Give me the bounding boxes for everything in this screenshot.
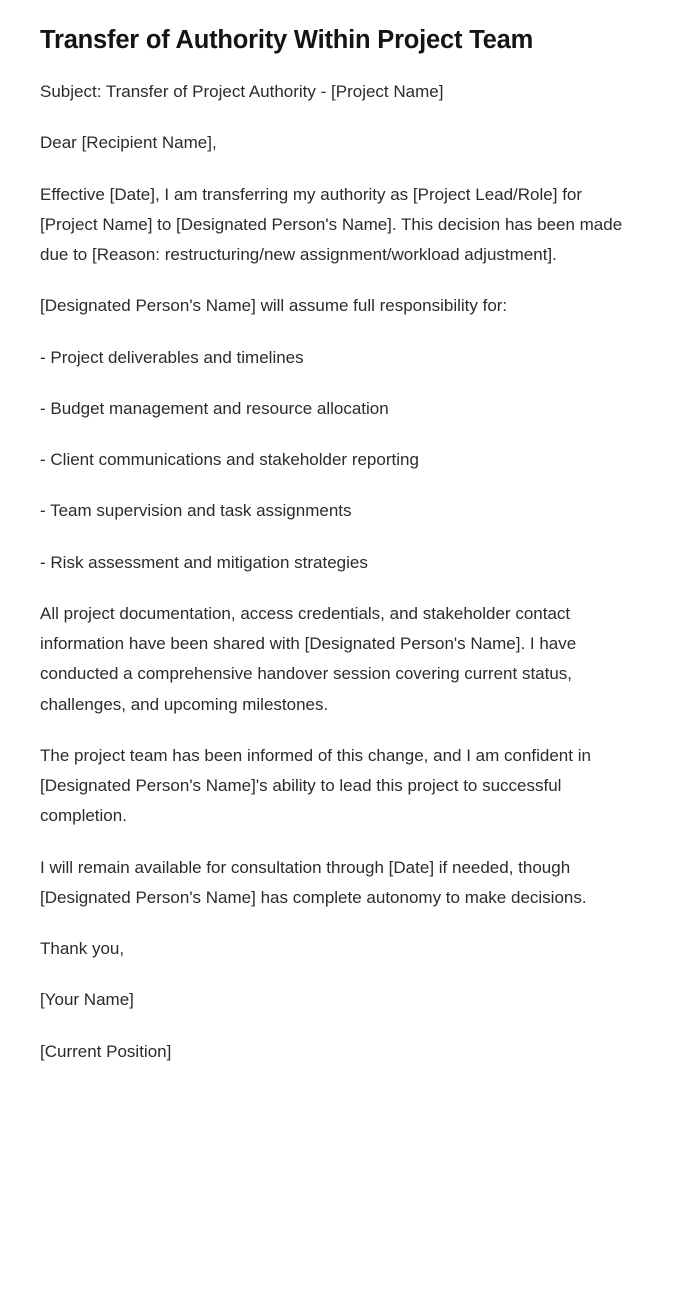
- paragraph-team-informed: The project team has been informed of this change, and I am confident in [Designated Person's Name]'s ability to lead this project to successful completion.: [40, 745, 591, 826]
- paragraph-effective-transfer: Effective [Date], I am transferring my authority as [Project Lead/Role] for [Project Name] to [Designated Person's Name]. This decision has been made due to [Reason: restructuring/new assignment/workload adjustment].: [40, 184, 623, 265]
- responsibility-item: - Team supervision and task assignments: [40, 501, 352, 521]
- paragraph-handover: All project documentation, access credentials, and stakeholder contact information have been shared with [Designated Person's Name]. I have conducted a comprehensive handover session covering current status, challenges, and upcoming milestones.: [40, 603, 577, 714]
- closing-thanks: Thank you,: [40, 939, 125, 959]
- responsibility-item: - Project deliverables and timelines: [40, 347, 304, 367]
- closing-signature-name: [Your Name]: [40, 990, 134, 1010]
- page-title: Transfer of Authority Within Project Team: [40, 26, 534, 54]
- paragraph-responsibility-intro: [Designated Person's Name] will assume full responsibility for:: [40, 296, 508, 316]
- paragraph-availability: I will remain available for consultation through [Date] if needed, though [Designated Person's Name] has complete autonomy to make decisions.: [40, 857, 587, 907]
- subject-line: Subject: Transfer of Project Authority - [Project Name]: [40, 82, 444, 102]
- closing-signature-position: [Current Position]: [40, 1041, 172, 1061]
- responsibility-item: - Client communications and stakeholder reporting: [40, 450, 419, 470]
- salutation: Dear [Recipient Name],: [40, 133, 217, 153]
- responsibility-item: - Budget management and resource allocation: [40, 398, 389, 418]
- responsibility-item: - Risk assessment and mitigation strategies: [40, 552, 368, 572]
